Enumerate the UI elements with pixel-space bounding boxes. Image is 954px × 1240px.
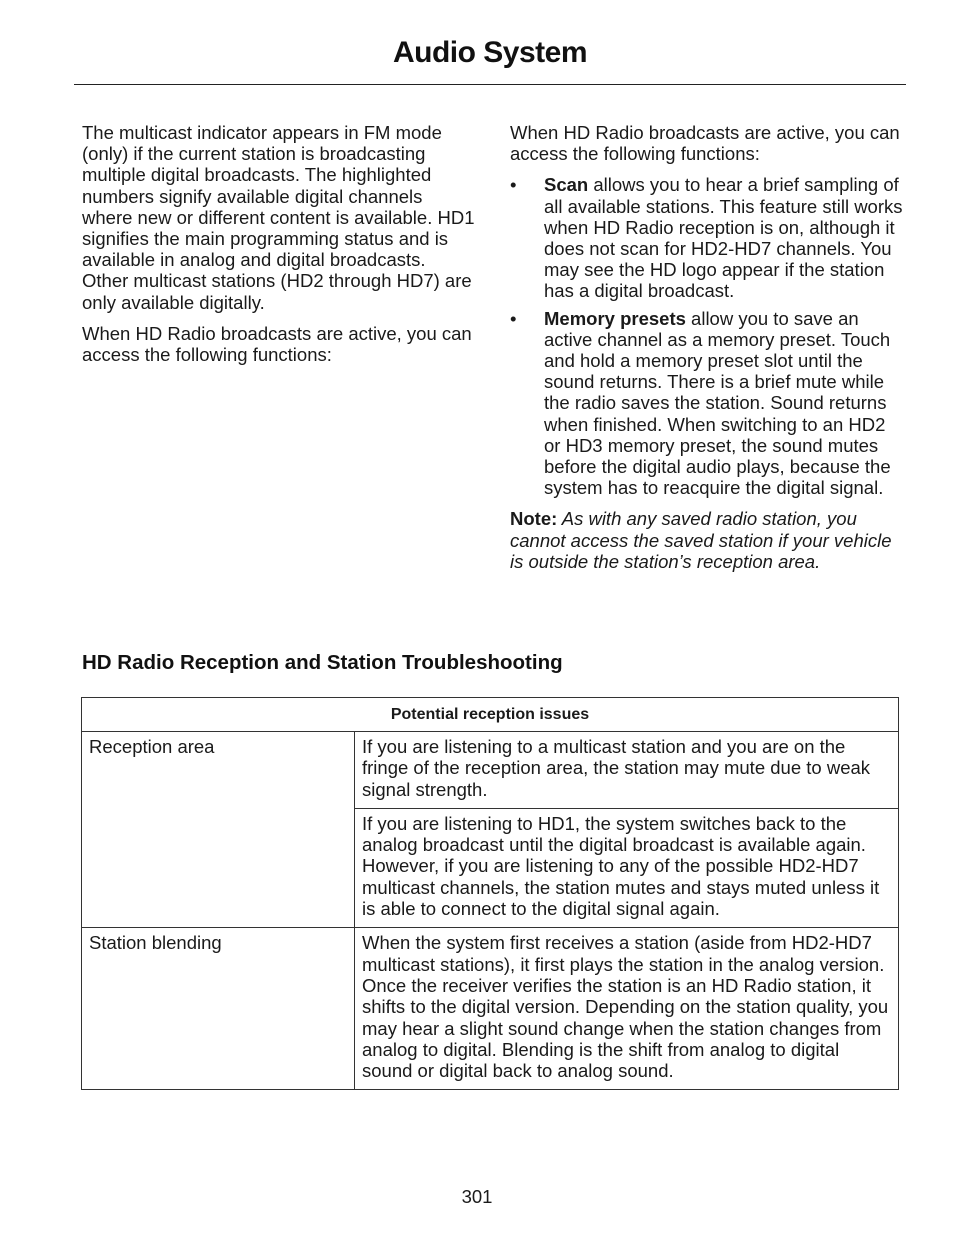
description-cell: If you are listening to HD1, the system switches back to the analog broadcast until the digital broadcast is available again. However, if you are listening to any of the possible HD2-HD7 multicast channels, the station mutes and stays muted unless it is able to connect to the digital signal again.	[355, 808, 899, 927]
term-memory-presets: Memory presets	[544, 307, 686, 329]
right-column	[510, 122, 904, 582]
description-cell: When the system first receives a station (aside from HD2-HD7 multicast stations), it first plays the station in the analog version. Once the receiver verifies the station is an HD Radio station, it shifts to the digital version. Depending on the station quality, you may hear a slight sound change when the station changes from analog to digital. Blending is the shift from analog to digital sound or digital back to analog sound.	[355, 928, 899, 1090]
issue-cell: Reception area	[82, 732, 355, 928]
bullet-icon: •	[510, 174, 517, 196]
left-column	[82, 122, 476, 375]
multicast-paragraph: The multicast indicator appears in FM mode (only) if the current station is broadcasting multiple digital broadcasts. The highlighted numbers signify available digital channels where new or different content is available. HD1 signifies the main programming status and is available in analog and digital broadcasts. Other multicast stations (HD2 through HD7) are only available digitally.	[82, 122, 475, 313]
table-row	[82, 732, 899, 809]
memory-presets-description: allow you to save an active channel as a memory preset. Touch and hold a memory preset slot until the sound returns. There is a brief mute while the radio saves the station. Sound returns when finished. When switching to an HD2 or HD3 memory preset, the sound mutes before the digital audio plays, because the system has to reacquire the digital signal.	[544, 307, 891, 499]
note	[510, 508, 904, 572]
page-title: Audio System	[392, 36, 588, 69]
functions-list	[510, 174, 904, 498]
issue-cell: Station blending	[82, 928, 355, 1090]
table-row	[82, 928, 899, 1090]
table-header-row	[82, 698, 899, 732]
note-label: Note:	[510, 508, 558, 530]
note-text: As with any saved radio station, you cannot access the saved station if your vehicle is outside the station’s reception area.	[510, 508, 892, 572]
description-cell: If you are listening to a multicast station and you are on the fringe of the reception area, the station may mute due to weak signal strength.	[355, 732, 899, 809]
section-heading: HD Radio Reception and Station Troubleshooting	[82, 651, 563, 674]
list-item-memory-presets	[510, 308, 904, 499]
term-scan: Scan	[544, 174, 589, 196]
table-header: Potential reception issues	[82, 698, 899, 732]
scan-description: allows you to hear a brief sampling of all available stations. This feature still works when HD Radio reception is on, although it does not scan for HD2-HD7 channels. You may see the HD logo appear if the station has a digital broadcast.	[544, 174, 903, 302]
bullet-icon: •	[510, 307, 517, 329]
functions-intro-paragraph: When HD Radio broadcasts are active, you can access the following functions:	[82, 322, 472, 366]
list-item-scan	[510, 174, 904, 301]
page-number: 301	[461, 1186, 493, 1207]
reception-issues-table	[81, 697, 899, 1090]
title-divider	[74, 84, 906, 85]
functions-intro-paragraph-right: When HD Radio broadcasts are active, you can access the following functions:	[510, 122, 900, 165]
